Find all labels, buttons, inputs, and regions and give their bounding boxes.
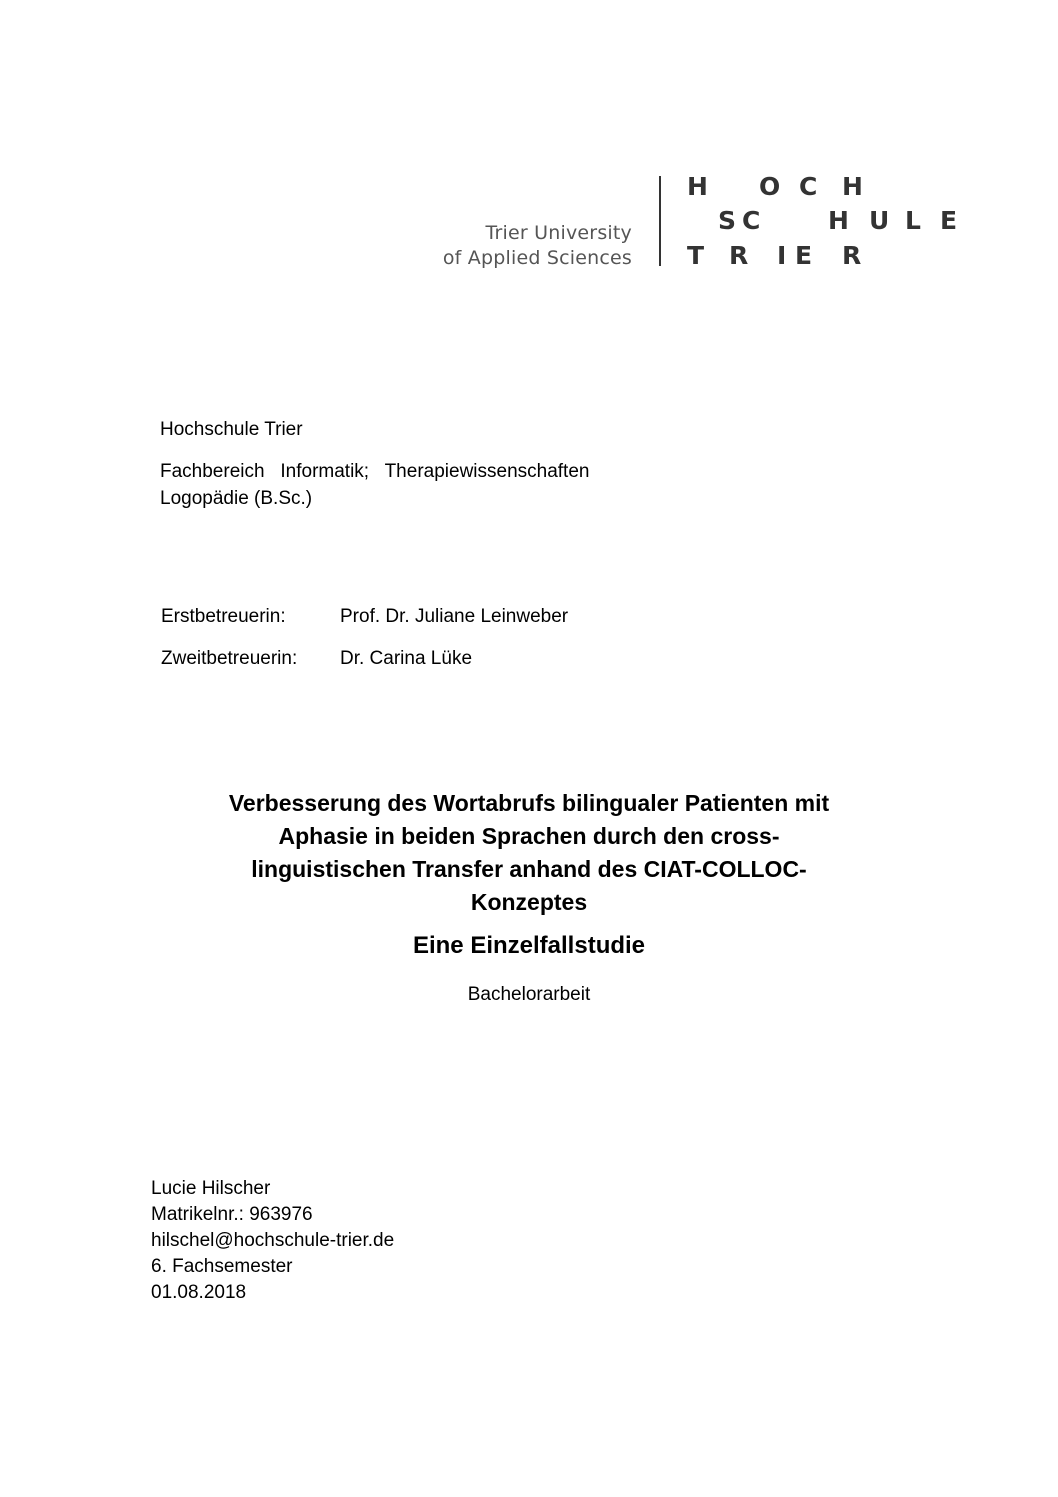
supervisor-1-role: Erstbetreuerin: (161, 606, 286, 627)
university-logo (0, 0, 1058, 280)
logo-letter: R (729, 241, 749, 270)
institution-name: Hochschule Trier (160, 419, 303, 440)
logo-letter: H (828, 206, 849, 235)
supervisor-2-role: Zweitbetreuerin: (161, 648, 298, 669)
logo-subline-2: of Applied Sciences (442, 247, 632, 269)
thesis-title-line-1: Verbesserung des Wortabrufs bilingualer Patienten mit (228, 790, 830, 816)
author-matriculation: Matrikelnr.: 963976 (151, 1204, 313, 1225)
logo-letter: C (742, 206, 761, 235)
logo-letter: L (905, 206, 921, 235)
document-type: Bachelorarbeit (467, 984, 591, 1005)
logo-letter: O (759, 172, 781, 201)
logo-letter: S (718, 206, 737, 235)
logo-letter: E (940, 206, 958, 235)
logo-letter: H (842, 172, 863, 201)
submission-date: 01.08.2018 (151, 1282, 247, 1303)
author-name: Lucie Hilscher (151, 1178, 271, 1199)
logo-letter: H (687, 172, 708, 201)
thesis-title-line-4: Konzeptes (470, 889, 588, 915)
logo-word-row-1 (0, 172, 1058, 202)
logo-letter: I (777, 241, 787, 270)
department-line-2: Logopädie (B.Sc.) (160, 488, 313, 509)
thesis-title-line-2: Aphasie in beiden Sprachen durch den cross- (278, 823, 780, 849)
logo-word-row-3 (0, 241, 1058, 271)
logo-letter: U (869, 206, 890, 235)
logo-subline-1: Trier University (485, 222, 632, 244)
author-semester: 6. Fachsemester (151, 1256, 293, 1277)
logo-letter: R (842, 241, 862, 270)
author-email: hilschel@hochschule-trier.de (151, 1230, 395, 1251)
logo-word-row-2 (0, 206, 1058, 236)
supervisor-1-name: Prof. Dr. Juliane Leinweber (340, 606, 569, 627)
logo-letter: E (795, 241, 813, 270)
department-line-1: Fachbereich Informatik; Therapiewissenschaften (160, 461, 590, 482)
thesis-title-line-3: linguistischen Transfer anhand des CIAT-COLLOC- (251, 856, 807, 882)
supervisor-2-name: Dr. Carina Lüke (340, 648, 473, 669)
logo-letter: C (799, 172, 818, 201)
thesis-subtitle: Eine Einzelfallstudie (412, 932, 646, 959)
logo-letter: T (687, 241, 705, 270)
